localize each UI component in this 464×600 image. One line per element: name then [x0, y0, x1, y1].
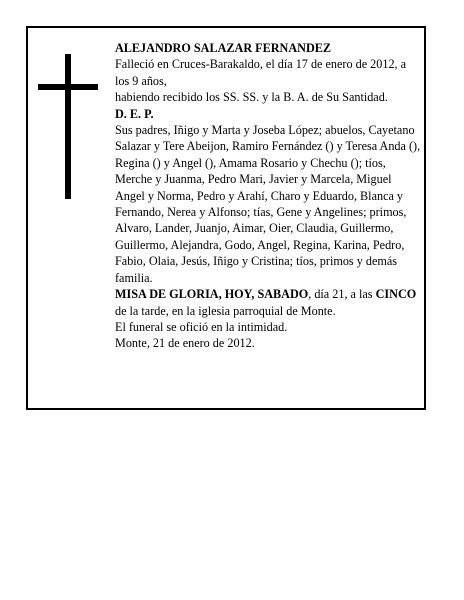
- deceased-name: ALEJANDRO SALAZAR FERNANDEZ: [115, 41, 332, 55]
- rip-text: D. E. P.: [115, 106, 154, 121]
- obituary-notice: [26, 26, 426, 410]
- death-notice: Falleció en Cruces-Barakaldo, el día 17 de enero de 2012, a los 9 años,: [115, 57, 407, 88]
- place-date: Monte, 21 de enero de 2012.: [115, 336, 255, 351]
- cross-vertical-bar: [65, 54, 71, 199]
- family-list: Sus padres, Iñigo y Marta y Joseba López; abuelos, Cayetano Salazar y Tere Abeijon, Ramiro Fernández () y Teresa Anda (), Regina () y Angel (), Amama Rosario y Chechu (); tíos, Merche y Juanma, Pedro Mari, Javier y Marcela, Miguel Angel y Norma, Pedro y Arahí, Charo y Eduardo, Blanca y Fernando, Nerea y Alfonso; tías, Gene y Angelines; primos, Alvaro, Lander, Juanjo, Aimar, Oier, Claudia, Guillermo, Guillermo, Alejandra, Godo, Angel, Regina, Karina, Pedro, Fabio, Olaia, Jesús, Iñigo y Cristina; tíos, primos y demás familia.: [115, 123, 421, 285]
- notice-text: [115, 40, 423, 352]
- mass-announcement: [115, 286, 423, 319]
- mass-time-label: CINCO: [375, 287, 417, 302]
- mass-day-text: , día 21, a las: [308, 287, 376, 302]
- sacraments-text: habiendo recibido los SS. SS. y la B. A. de Su Santidad.: [115, 90, 388, 105]
- mass-label: MISA DE GLORIA, HOY, SABADO: [115, 287, 309, 302]
- funeral-note: El funeral se ofició en la intimidad.: [115, 319, 288, 334]
- mass-location-text: de la tarde, en la iglesia parroquial de Monte.: [115, 303, 336, 318]
- cross-icon: [38, 54, 98, 199]
- cross-horizontal-bar: [38, 84, 98, 90]
